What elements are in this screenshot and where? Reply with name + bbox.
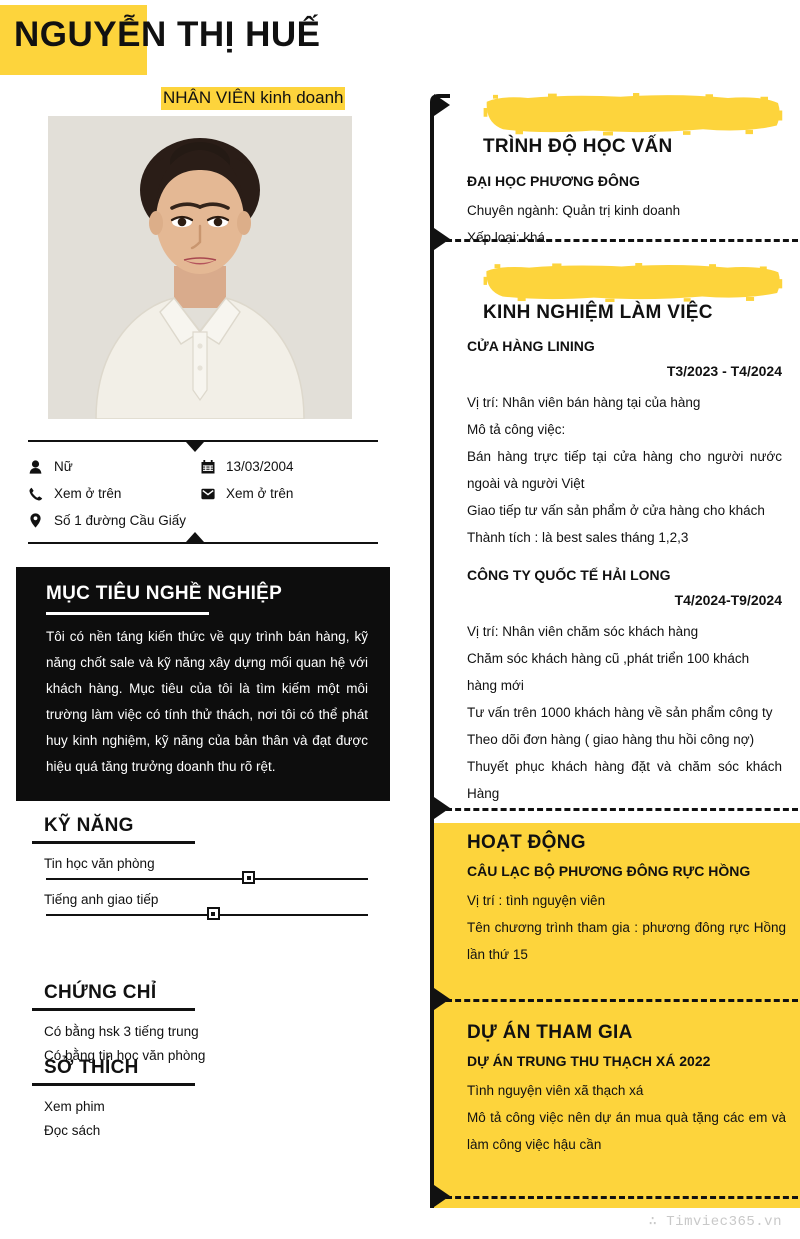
skill-label: Tiếng anh giao tiếp (44, 892, 159, 907)
triangle-up-icon (186, 532, 204, 542)
experience-job (467, 338, 800, 551)
contact-block (28, 440, 378, 544)
triangle-down-icon (186, 442, 204, 452)
list-item: Có bằng tin học văn phòng (44, 1048, 206, 1063)
contact-email (200, 486, 378, 501)
contact-value: Xem ở trên (226, 486, 294, 501)
avatar (48, 116, 352, 419)
objective-panel (16, 567, 390, 801)
projects-section (425, 1022, 800, 1158)
job-line: Chăm sóc khách hàng cũ ,phát triển 100 khách hàng mới (467, 651, 750, 694)
activities-details (467, 887, 800, 968)
objective-underline (46, 612, 209, 615)
section-divider (446, 808, 798, 811)
brush-highlight (483, 93, 783, 136)
activities-section (425, 832, 800, 968)
certificates-title: CHỨNG CHỈ (44, 982, 157, 1003)
list-item: Xem phim (44, 1099, 105, 1114)
experience-title: KINH NGHIỆM LÀM VIỆC (483, 302, 713, 324)
contact-value: Nữ (54, 459, 73, 474)
skill-row (44, 856, 378, 880)
education-title: TRÌNH ĐỘ HỌC VẤN (483, 135, 673, 157)
contact-value: Số 1 đường Cầu Giấy (54, 513, 186, 528)
watermark: ∴ Timviec365.vn (648, 1214, 782, 1230)
skill-slider-handle[interactable] (207, 907, 220, 920)
education-line: Chuyên ngành: Quản trị kinh doanh (467, 202, 681, 218)
objective-title: MỤC TIÊU NGHỀ NGHIỆP (46, 583, 283, 604)
education-section (425, 88, 800, 251)
contact-phone (28, 486, 200, 501)
education-school: ĐẠI HỌC PHƯƠNG ĐÔNG (467, 172, 640, 189)
job-line: Giao tiếp tư vấn sản phẩm ở cửa hàng cho khách (467, 503, 765, 519)
job-line: Vị trí: Nhân viên chăm sóc khách hàng (467, 624, 699, 640)
projects-line: Mô tả công việc nên dự án mua quà tặng các em và làm công việc hậu cần (467, 1110, 786, 1152)
job-details (467, 618, 800, 807)
skill-slider[interactable] (46, 878, 368, 880)
experience-section (425, 258, 800, 807)
projects-title: DỰ ÁN THAM GIA (467, 1022, 633, 1043)
activities-organization: CÂU LẠC BỘ PHƯƠNG ĐÔNG RỰC HỒNG (467, 863, 751, 879)
hobbies-section (44, 1057, 378, 1138)
certificates-section (44, 982, 378, 1063)
contact-gender (28, 459, 200, 474)
contact-top-rule (28, 440, 378, 442)
job-line: Theo dõi đơn hàng ( giao hàng thu hồi công nợ) (467, 732, 755, 748)
job-daterange: T3/2023 - T4/2024 (666, 363, 782, 380)
skill-slider[interactable] (46, 914, 368, 916)
location-icon (28, 513, 43, 528)
brush-highlight (483, 263, 783, 302)
activities-title: HOẠT ĐỘNG (467, 832, 586, 853)
activities-line: Vị trí : tình nguyện viên (467, 893, 606, 908)
contact-birthdate (200, 459, 378, 474)
experience-job (467, 567, 800, 807)
contact-value: Xem ở trên (54, 486, 122, 501)
education-title-badge (467, 88, 799, 164)
email-icon (200, 488, 215, 500)
list-item: Đọc sách (44, 1123, 101, 1138)
contact-address (28, 513, 200, 528)
projects-organization: DỰ ÁN TRUNG THU THẠCH XÁ 2022 (467, 1053, 711, 1069)
job-line: Mô tả công việc: (467, 422, 566, 438)
projects-line: Tình nguyện viên xã thạch xá (467, 1083, 644, 1098)
skills-title: KỸ NĂNG (44, 815, 134, 836)
projects-details (467, 1077, 800, 1158)
page-title: NGUYỄN THỊ HUẾ (14, 15, 321, 54)
job-details (467, 389, 800, 551)
skill-label: Tin học văn phòng (44, 856, 155, 871)
hobbies-title: SỞ THÍCH (44, 1057, 139, 1078)
job-title: NHÂN VIÊN kinh doanh (161, 87, 345, 110)
job-line: Thuyết phục khách hàng đặt và chăm sóc khách Hàng (467, 759, 782, 802)
hobbies-underline (32, 1083, 195, 1086)
education-line: Xếp loại: khá (467, 229, 546, 245)
activities-line: Tên chương trình tham gia : phương đông rực Hồng lần thứ 15 (467, 920, 786, 962)
calendar-icon (200, 460, 215, 474)
person-icon (28, 460, 43, 474)
job-daterange: T4/2024-T9/2024 (674, 592, 782, 609)
skill-row (44, 892, 378, 916)
list-item: Có bằng hsk 3 tiếng trung (44, 1024, 199, 1039)
skill-slider-handle[interactable] (242, 871, 255, 884)
contact-value: 13/03/2004 (226, 459, 294, 474)
education-details (467, 197, 800, 251)
job-line: Tư vấn trên 1000 khách hàng về sản phẩm công ty (467, 705, 773, 721)
certificates-underline (32, 1008, 195, 1011)
contact-bottom-rule (28, 542, 378, 544)
objective-body: Tôi có nền táng kiến thức về quy trình bán hàng, kỹ năng chốt sale và kỹ năng xây dựng mối quan hệ với khách hàng. Mục tiêu của tôi là tìm kiếm một môi trường làm việc có tính thử thách, nơi tôi có thể phát huy kinh nghiệm, kỹ năng của bản thân và đạt được hiệu quá tăng trưởng doanh thu rõ rệt. (46, 629, 368, 774)
right-column (425, 0, 800, 1239)
skills-underline (32, 841, 195, 844)
job-organization: CỬA HÀNG LINING (467, 338, 595, 355)
job-line: Bán hàng trực tiếp tại cửa hàng cho người nước ngoài và người Việt (467, 449, 782, 492)
section-divider (446, 999, 798, 1002)
phone-icon (28, 487, 43, 501)
job-line: Thành tích : là best sales tháng 1,2,3 (467, 530, 689, 546)
section-divider (446, 1196, 798, 1199)
job-line: Vị trí: Nhân viên bán hàng tại của hàng (467, 395, 701, 411)
section-divider (446, 239, 798, 242)
experience-title-badge (467, 258, 799, 330)
job-organization: CÔNG TY QUỐC TẾ HẢI LONG (467, 567, 671, 584)
skills-section (44, 815, 378, 916)
